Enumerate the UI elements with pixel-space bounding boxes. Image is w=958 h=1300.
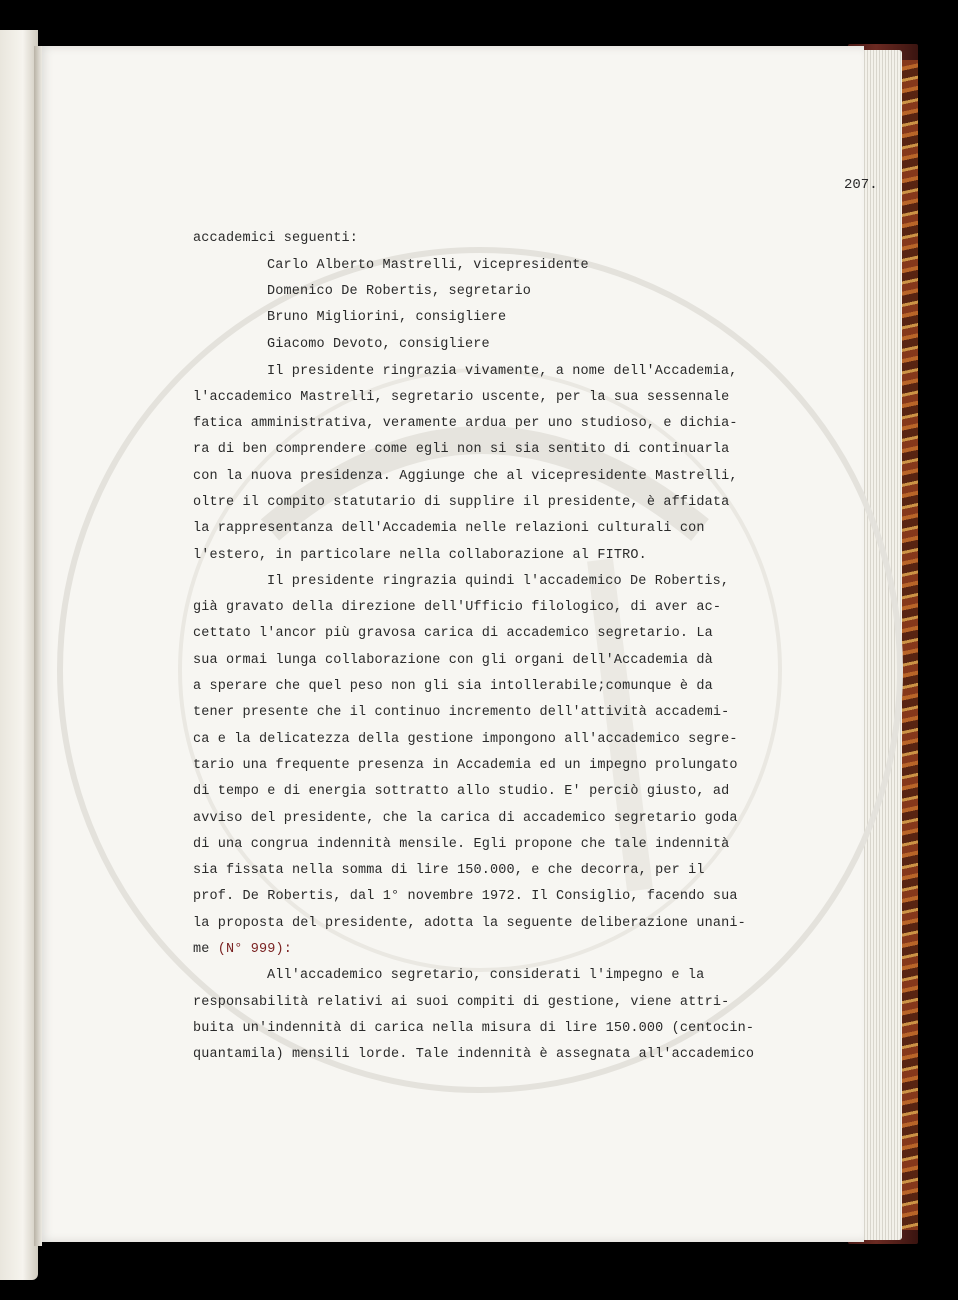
text-line: di tempo e di energia sottratto allo studio. E' perciò giusto, ad xyxy=(193,784,730,799)
text-line: accademici seguenti: xyxy=(193,231,359,246)
text-line: buita un'indennità di carica nella misura di lire 150.000 (centocin- xyxy=(193,1021,755,1036)
text-line: tener presente che il continuo incremento dell'attività accademi- xyxy=(193,705,730,720)
text-line: sua ormai lunga collaborazione con gli organi dell'Accademia dà xyxy=(193,653,713,668)
text-line: Giacomo Devoto, consigliere xyxy=(267,337,490,352)
text-line: la rappresentanza dell'Accademia nelle relazioni culturali con xyxy=(193,521,705,536)
text-line: Bruno Migliorini, consigliere xyxy=(267,310,507,325)
left-page-edge xyxy=(0,30,38,1280)
text-line xyxy=(193,942,292,958)
book-gutter xyxy=(34,46,42,1246)
page-edges xyxy=(862,50,902,1240)
text-line: con la nuova presidenza. Aggiunge che al vicepresidente Mastrelli, xyxy=(193,469,738,484)
text-line: sia fissata nella somma di lire 150.000, e che decorra, per il xyxy=(193,863,705,878)
text-line: la proposta del presidente, adotta la seguente deliberazione unani- xyxy=(193,916,746,931)
text-line: Domenico De Robertis, segretario xyxy=(267,284,532,299)
text-line: ca e la delicatezza della gestione impongono all'accademico segre- xyxy=(193,732,738,747)
text-line: a sperare che quel peso non gli sia intollerabile;comunque è da xyxy=(193,679,713,694)
text-line: Il presidente ringrazia vivamente, a nome dell'Accademia, xyxy=(267,364,738,379)
text-line: l'estero, in particolare nella collaborazione al FITRO. xyxy=(193,548,647,563)
text-line: Carlo Alberto Mastrelli, vicepresidente xyxy=(267,258,589,273)
page-number: 207. xyxy=(844,177,878,193)
text-line: responsabilità relativi ai suoi compiti di gestione, viene attri- xyxy=(193,995,730,1010)
text-line: fatica amministrativa, veramente ardua per uno studioso, e dichia- xyxy=(193,416,738,431)
text-line: già gravato della direzione dell'Ufficio filologico, di aver ac- xyxy=(193,600,722,615)
text-line: ra di ben comprendere come egli non si sia sentito di continuarla xyxy=(193,442,730,457)
text-line: Il presidente ringrazia quindi l'accademico De Robertis, xyxy=(267,574,730,589)
text-line: prof. De Robertis, dal 1° novembre 1972. Il Consiglio, facendo sua xyxy=(193,889,738,904)
text-line: cettato l'ancor più gravosa carica di accademico segretario. La xyxy=(193,626,713,641)
typewritten-text xyxy=(193,0,878,1300)
marbled-edge xyxy=(900,60,918,1230)
text-fragment: me xyxy=(193,942,218,957)
text-line: oltre il compito statutario di supplire il presidente, è affidata xyxy=(193,495,730,510)
deliberation-number: (N° 999): xyxy=(217,942,293,957)
text-line: quantamila) mensili lorde. Tale indennità è assegnata all'accademico xyxy=(193,1047,755,1062)
text-line: tario una frequente presenza in Accademia ed un impegno prolungato xyxy=(193,758,738,773)
text-line: avviso del presidente, che la carica di accademico segretario goda xyxy=(193,811,738,826)
text-line: l'accademico Mastrelli, segretario uscente, per la sua sessennale xyxy=(193,390,730,405)
text-line: di una congrua indennità mensile. Egli propone che tale indennità xyxy=(193,837,730,852)
text-line: All'accademico segretario, considerati l'impegno e la xyxy=(267,968,705,983)
